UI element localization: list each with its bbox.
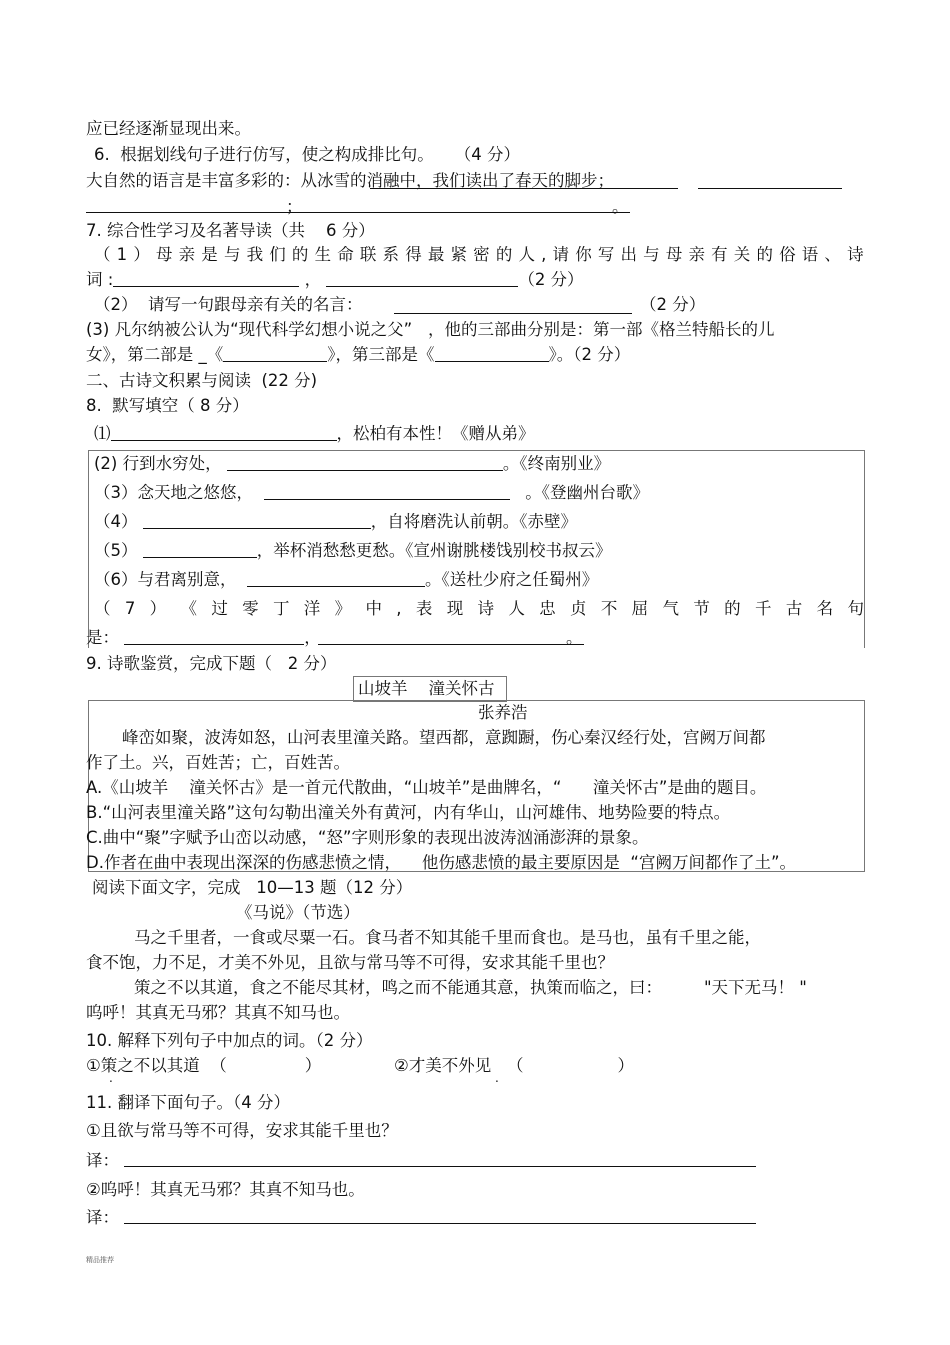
q7-part2-score: （2 分） [640, 295, 706, 314]
q7-part1-char: , [541, 245, 547, 264]
q8-title: 8. 默写填空（ 8 分） [86, 396, 249, 415]
q8-line7-underline [318, 644, 584, 645]
q7-part1-char: 命 [337, 245, 354, 264]
q7-part3-line1: (3) 凡尔纳被公认为“现代科学幻想小说之父” ，他的三部曲分别是：第一部《格兰特船长的儿 [86, 320, 775, 339]
q7-part1-char: 出 [620, 245, 637, 264]
q7-part1-char: 的 [756, 245, 773, 264]
q8-line5: （5） ，举杯消愁愁更愁。《宣州谢朓楼饯别校书叔云》 [94, 541, 612, 560]
q8-line7-char: 千 [754, 599, 772, 618]
q7-part1-char: 请 [552, 245, 570, 264]
q7-part1-char: 母 [155, 245, 173, 264]
q8-blank-6[interactable] [247, 570, 425, 587]
q6-title: 6. 根据划线句子进行仿写，使之构成排比句。 （4 分） [94, 145, 520, 164]
reading-para2-line1: 策之不以其道，食之不能尽其材，鸣之而不能通其意，执策而临之，曰： "天下无马！ " [134, 978, 807, 997]
q7-part1-char: 是 [201, 245, 218, 264]
q8-line7 [94, 598, 864, 620]
q7-part1-char: 亲 [178, 245, 196, 264]
q10-emphasis-dot-b: . [495, 1071, 499, 1085]
q7-proverb-blank-2[interactable] [326, 270, 518, 287]
q8-line7-char: 》 [334, 599, 352, 618]
q11-translate-label-2: 译： [86, 1208, 119, 1227]
reading-text-title: 《马说》（节选） [236, 903, 360, 922]
q8-line7-char: 丁 [272, 599, 290, 618]
q7-part1-char: 、 [824, 245, 841, 264]
q7-part1-char: 得 [405, 245, 422, 264]
q7-part1-char: ） [133, 245, 150, 264]
q7-part1-char: （ [94, 245, 111, 264]
q7-part1-char: 俗 [779, 245, 796, 264]
q8-line7-char: 洋 [303, 599, 321, 618]
section2-heading: 二、古诗文积累与阅读 (22 分) [86, 371, 318, 390]
q7-part1-char: 写 [597, 245, 615, 264]
q7-part1-char: 诗 [847, 245, 864, 264]
q6-answer-blank-2[interactable] [86, 212, 630, 213]
reading-para1-line2: 食不饱，力不足，才美不外见，且欲与常马等不可得，安求其能千里也？ [86, 953, 614, 972]
q8-line7-char: 忠 [539, 599, 556, 618]
q10-title: 10. 解释下列句子中加点的词。（2 分） [86, 1031, 373, 1050]
q8-line7-char: 人 [508, 599, 525, 618]
q9-option-c: C.曲中“聚”字赋予山峦以动感，“怒”字则形象的表现出波涛汹涌澎湃的景象。 [86, 828, 649, 847]
q8-line7-char: 屈 [631, 599, 649, 618]
q8-line7-char: 古 [785, 599, 803, 618]
q8-blank-5[interactable] [143, 541, 257, 558]
q8-line7-char: 节 [693, 599, 710, 618]
q7-part1-char: 与 [643, 245, 660, 264]
q8-line7-char: 的 [724, 599, 741, 618]
poem-line1: 峰峦如聚，波涛如怒，山河表里潼关路。望西都，意踟蹰，伤心秦汉经行处，宫阙万间都 [122, 728, 766, 747]
q8-line7-char: ） [149, 599, 167, 618]
q8-blank-2[interactable] [227, 454, 503, 471]
q6-answer-blank-1[interactable] [698, 188, 842, 189]
footer-watermark: 精品推荐 [86, 1256, 114, 1264]
q8-line4: （4） ，自将磨洗认前朝。《赤壁》 [94, 512, 577, 531]
q8-line7-char: 中 [365, 599, 382, 618]
q8-blank-7a[interactable] [124, 628, 304, 645]
q7-part1-char: 密 [473, 245, 490, 264]
q9-option-a: A.《山坡羊 潼关怀古》是一首元代散曲，“山坡羊”是曲牌名，“ 潼关怀古”是曲的题目。 [86, 778, 767, 797]
reading-para2-line2: 呜呼！其真无马邪？其真不知马也。 [86, 1003, 350, 1022]
poem-author: 张养浩 [478, 703, 528, 722]
q7-part1-char: 生 [314, 245, 332, 264]
q8-line1: ⑴ ，松柏有本性！《赠从弟》 [94, 424, 535, 443]
q7-part3-line2: 女》，第二部是 _《 》，第三部是《 》。（2 分） [86, 345, 631, 364]
q7-part1-char: 有 [711, 245, 728, 264]
reading-title: 阅读下面文字，完成 10—13 题（12 分） [92, 878, 413, 897]
q8-line7-char: 7 [124, 599, 136, 618]
q8-line7-char: 气 [662, 599, 679, 618]
q7-part1-char: 1 [116, 245, 128, 264]
q8-blank-4[interactable] [143, 512, 371, 529]
q7-part1-char: 联 [359, 245, 377, 264]
q8-line3: （3）念天地之悠悠， 。《登幽州台歌》 [94, 483, 649, 502]
q7-part1-char: 的 [291, 245, 309, 264]
q8-blank-1[interactable] [111, 424, 337, 441]
q7-part1-char: 的 [495, 245, 513, 264]
q9-box-top-edge [88, 700, 864, 701]
q9-title: 9. 诗歌鉴赏，完成下题（ 2 分） [86, 654, 337, 673]
q7-part1-char: 们 [269, 245, 286, 264]
q8-line7-char: 现 [446, 599, 464, 618]
q8-line7-char: 句 [847, 599, 864, 618]
q7-part2: （2） 请写一句跟母亲有关的名言： [94, 295, 363, 314]
q7-quote-blank[interactable] [394, 313, 632, 314]
q7-part1-line2: 词 : ， （2 分） [86, 270, 584, 289]
q7-title: 7. 综合性学习及名著导读（共 6 分） [86, 221, 375, 240]
q7-part1-char: 语 [801, 245, 819, 264]
q8-blank-3[interactable] [264, 483, 510, 500]
q10-emphasis-dot-a: . [109, 1071, 113, 1085]
q11-answer-line-1[interactable] [124, 1166, 756, 1167]
q7-part1-line [94, 244, 864, 266]
q8-line6: （6）与君离别意， 。《送杜少府之任蜀州》 [94, 570, 599, 589]
q7-part1-char: 与 [223, 245, 241, 264]
q8-line7-char: 不 [600, 599, 618, 618]
poem-title: 山坡羊 潼关怀古 [358, 679, 495, 698]
q8-line7-char: 过 [211, 599, 228, 618]
q8-line7-char: , [396, 599, 402, 618]
q11-answer-line-2[interactable] [124, 1223, 756, 1224]
q8-box-top-edge [88, 450, 864, 451]
q8-line7-answer: 是： ， 。 [86, 628, 583, 647]
q7-proverb-blank-1[interactable] [113, 270, 299, 287]
q9-box-right-edge [864, 700, 865, 872]
q10-item-a: ①策之不以其道 （ ） [86, 1056, 322, 1075]
q8-blank-7b[interactable] [326, 628, 566, 645]
q7-part1-char: 我 [246, 245, 264, 264]
q6-sep: ； [286, 197, 303, 216]
q8-line7-char: 表 [415, 599, 433, 618]
q7-part1-char: 亲 [688, 245, 705, 264]
q11-sentence-1: ①且欲与常马等不可得，安求其能千里也？ [86, 1121, 398, 1140]
q8-line7-char: 零 [242, 599, 259, 618]
q6-underline [370, 188, 678, 189]
q8-line2: (2) 行到水穷处， 。《终南别业》 [94, 454, 611, 473]
q7-part1-char: 系 [382, 245, 400, 264]
q7-part1-char: 关 [733, 245, 751, 264]
q9-option-b: B.“山河表里潼关路”这句勾勒出潼关外有黄河，内有华山，山河雄伟、地势险要的特点。 [86, 803, 731, 822]
poem-line2: 作了土。兴，百姓苦；亡，百姓苦。 [86, 753, 350, 772]
q7-part1-char: 母 [665, 245, 683, 264]
q7-book3-blank[interactable] [435, 345, 549, 362]
q8-line7-char: 《 [180, 599, 197, 618]
q6-sentence: 大自然的语言是丰富多彩的：从冰雪的消融中，我们读出了春天的脚步； [86, 171, 614, 190]
q7-part1-char: 你 [575, 245, 592, 264]
q8-box-right-edge [864, 450, 865, 648]
q8-box-left-edge [88, 450, 89, 648]
q9-option-d: D.作者在曲中表现出深深的伤感悲愤之情， 他伤感悲愤的最主要原因是 “宫阙万间都作了土”。 [86, 853, 797, 872]
q11-title: 11. 翻译下面句子。（4 分） [86, 1093, 290, 1112]
q10-item-b: ②才美不外见 （ ） [394, 1056, 635, 1075]
q8-line7-char: 贞 [570, 599, 587, 618]
continued-text: 应已经逐渐显现出来。 [86, 119, 251, 138]
q7-book2-blank[interactable] [223, 345, 327, 362]
q11-translate-label-1: 译： [86, 1151, 119, 1170]
reading-para1-line1: 马之千里者，一食或尽粟一石。食马者不知其能千里而食也。是马也，虽有千里之能， [134, 928, 761, 947]
q8-line7-char: （ [94, 599, 111, 618]
q7-part1-char: 最 [427, 245, 445, 264]
q8-line7-char: 诗 [477, 599, 495, 618]
q11-sentence-2: ②呜呼！其真无马邪？其真不知马也。 [86, 1180, 365, 1199]
q7-part1-char: 人 [518, 245, 535, 264]
q7-part1-char: 紧 [450, 245, 467, 264]
q8-line7-char: 名 [816, 599, 834, 618]
q6-end: 。 [612, 197, 629, 216]
